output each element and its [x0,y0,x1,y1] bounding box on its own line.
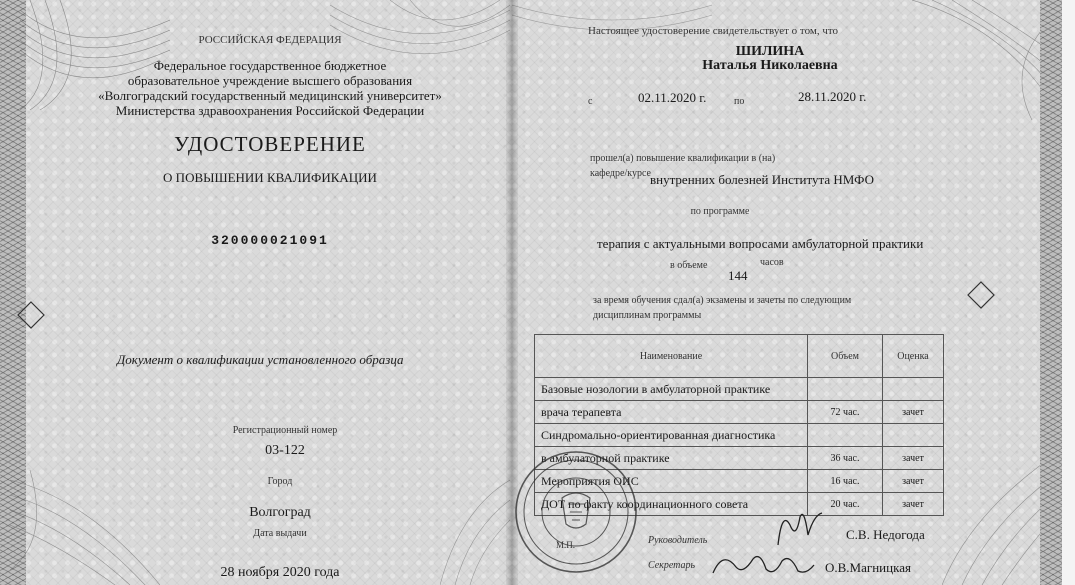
discipline-grade [883,424,944,447]
discipline-grade: зачет [883,401,944,424]
secretary-label: Секретарь [648,560,696,571]
secretary-signature [708,545,818,585]
table-row [535,378,944,401]
institution-line-2: образовательное учреждение высшего образования [127,73,413,88]
institution-line-4: Министерства здравоохранения Российской Федерации [115,103,425,118]
serial-number: 320000021091 [211,233,329,248]
program-value: терапия с актуальными вопросами амбулаторной практики [597,236,924,251]
discipline-volume: 20 час. [808,493,883,516]
document-title: УДОСТОВЕРЕНИЕ [174,132,366,156]
discipline-grade [883,378,944,401]
volume-value: 144 [728,268,748,283]
discipline-name: Базовые нозологии в амбулаторной практике [535,378,808,401]
period-from-date: 02.11.2020 г. [638,90,707,105]
discipline-name: ДОТ по факту координационного совета [535,493,808,516]
head-signature [770,505,830,550]
registration-label: Регистрационный номер [232,425,338,436]
department-value: внутренних болезней Института НМФО [650,172,874,187]
discipline-name: врача терапевта [535,401,808,424]
intro-text: Настоящее удостоверение свидетельствует о том, что [588,25,839,37]
secretary-name: О.В.Магницкая [825,560,911,575]
left-page [0,0,512,585]
discipline-volume [808,424,883,447]
program-label: по программе [690,206,750,217]
scan-white-edge [1062,0,1075,585]
period-to-label: по [734,96,745,107]
exam-text-line-2: дисциплинам программы [593,310,702,321]
volume-label: в объеме [670,260,708,271]
issue-date: 28 ноября 2020 года [220,565,340,580]
hours-label: часов [760,257,784,268]
holder-surname: ШИЛИНА [735,44,805,59]
city-label: Город [267,476,293,487]
discipline-grade: зачет [883,470,944,493]
passed-label: прошел(а) повышение квалификации в (на) [590,153,776,164]
issue-date-label: Дата выдачи [253,528,307,539]
discipline-volume: 36 час. [808,447,883,470]
border-diamond-ornament-left [16,300,46,330]
official-seal [512,448,640,576]
table-header-row [535,335,944,378]
institution-line-3: «Волгоградский государственный медицинский университет» [98,88,442,103]
discipline-volume: 72 час. [808,401,883,424]
discipline-name: Мероприятия ОИС [535,470,808,493]
city: Волгоград [249,505,311,520]
discipline-volume: 16 час. [808,470,883,493]
period-from-label: с [588,96,593,107]
exam-text-line-1: за время обучения сдал(а) экзамены и зачеты по следующим [593,295,852,306]
column-header-volume: Объем [808,335,883,378]
head-name: С.В. Недогода [846,527,925,542]
table-row [535,401,944,424]
discipline-grade: зачет [883,447,944,470]
table-row [535,424,944,447]
column-header-name: Наименование [535,335,808,378]
registration-number: 03-122 [265,443,305,458]
institution-line-1: Федеральное государственное бюджетное [153,58,387,73]
discipline-volume [808,378,883,401]
holder-name: Наталья Николаевна [702,58,838,73]
discipline-name: в амбулаторной практике [535,447,808,470]
guilloche-corner-top-right [330,0,510,60]
discipline-grade: зачет [883,493,944,516]
head-label: Руководитель [648,535,708,546]
discipline-name: Синдромально-ориентированная диагностика [535,424,808,447]
column-header-grade: Оценка [883,335,944,378]
document-subtitle: О ПОВЫШЕНИИ КВАЛИФИКАЦИИ [163,170,377,185]
document-type: Документ о квалификации установленного образца [117,352,404,367]
department-label: кафедре/курсе [590,168,651,179]
period-to-date: 28.11.2020 г. [798,89,867,104]
country-label: РОССИЙСКАЯ ФЕДЕРАЦИЯ [198,34,342,46]
border-diamond-ornament [966,280,996,310]
stamp-mark: М.П. [556,540,576,550]
